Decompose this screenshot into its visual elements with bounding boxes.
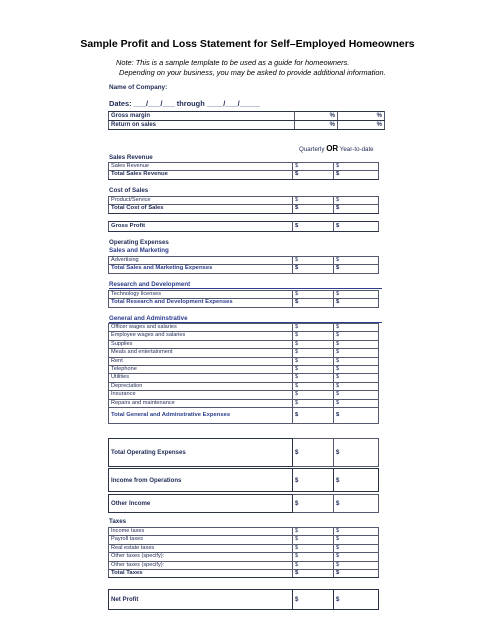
note-line-1: Note: This is a sample template to be used as a guide for homeowners.: [116, 58, 350, 67]
row-label: Officer wages and salaries: [109, 324, 293, 332]
quarterly-cell[interactable]: $: [293, 349, 334, 357]
row-label: Real estate taxes: [109, 544, 293, 552]
ytd-cell[interactable]: $: [334, 349, 379, 357]
ytd-cell[interactable]: $: [334, 265, 379, 273]
quarterly-cell[interactable]: $: [293, 439, 334, 467]
table-row: [109, 528, 379, 536]
or-label: OR: [326, 144, 339, 153]
ytd-cell[interactable]: $: [334, 324, 379, 332]
total-label: Total General and Adminstrative Expenses: [109, 408, 293, 424]
quarterly-cell[interactable]: $: [293, 469, 334, 492]
row-label: Other taxes (specify):: [109, 561, 293, 569]
table-row: [109, 324, 379, 332]
gross-profit-table: [108, 221, 379, 232]
table-row: [109, 366, 379, 374]
income-operations-table: [108, 468, 379, 492]
row-label: Other taxes (specify):: [109, 553, 293, 561]
quarterly-cell[interactable]: $: [293, 205, 334, 213]
gross-profit-row: [109, 222, 379, 232]
quarterly-cell[interactable]: $: [293, 391, 334, 399]
ytd-cell[interactable]: $: [334, 536, 379, 544]
total-operating-row: [109, 439, 379, 467]
table-row: [109, 291, 379, 299]
cost-of-sales-header: Cost of Sales: [109, 187, 149, 194]
total-operating-table: [108, 438, 379, 467]
ytd-cell[interactable]: $: [334, 561, 379, 569]
total-label: Total Sales and Marketing Expenses: [109, 265, 293, 273]
ytd-cell[interactable]: $: [334, 408, 379, 424]
gross-profit-label: Gross Profit: [109, 222, 293, 232]
ytd-cell[interactable]: $: [334, 291, 379, 299]
quarterly-cell[interactable]: $: [293, 495, 334, 513]
quarterly-cell[interactable]: $: [293, 265, 334, 273]
table-row: [109, 536, 379, 544]
quarterly-cell[interactable]: $: [293, 374, 334, 382]
quarterly-cell[interactable]: $: [293, 544, 334, 552]
general-admin-table: [108, 323, 379, 424]
net-profit-row: [109, 590, 379, 610]
table-row: [109, 391, 379, 399]
ytd-cell[interactable]: $: [334, 257, 379, 265]
quarterly-cell[interactable]: $: [293, 528, 334, 536]
quarterly-cell[interactable]: $: [293, 257, 334, 265]
income-operations-row: [109, 469, 379, 492]
table-row: [109, 399, 379, 407]
ytd-cell[interactable]: $: [334, 163, 379, 171]
ytd-cell[interactable]: $: [334, 553, 379, 561]
table-row: [109, 544, 379, 552]
margin-table: [108, 111, 385, 130]
ytd-cell[interactable]: $: [334, 382, 379, 390]
total-row: [109, 265, 379, 273]
total-row: [109, 171, 379, 179]
ytd-cell[interactable]: $: [334, 340, 379, 348]
quarterly-cell[interactable]: $: [293, 382, 334, 390]
total-row: [109, 299, 379, 307]
net-profit-label: Net Profit: [109, 590, 293, 610]
research-dev-table: [108, 290, 379, 308]
gross-margin-label: Gross margin: [109, 112, 295, 121]
ytd-cell[interactable]: $: [334, 197, 379, 205]
note-block: [116, 58, 386, 78]
document-title: Sample Profit and Loss Statement for Self–Employed Homeowners: [80, 38, 415, 50]
quarterly-cell[interactable]: $: [293, 171, 334, 179]
quarterly-cell[interactable]: $: [293, 222, 334, 232]
row-label: Advertising: [109, 257, 293, 265]
gross-margin-quarterly[interactable]: %: [295, 112, 338, 121]
total-row: [109, 205, 379, 213]
quarterly-cell[interactable]: $: [293, 357, 334, 365]
total-operating-label: Total Operating Expenses: [109, 439, 293, 467]
taxes-header: Taxes: [109, 518, 127, 525]
quarterly-cell[interactable]: $: [293, 553, 334, 561]
company-label: Name of Company:: [109, 84, 168, 91]
row-label: Product/Service: [109, 197, 293, 205]
total-label: Total Cost of Sales: [109, 205, 293, 213]
ytd-cell[interactable]: $: [334, 439, 379, 467]
ytd-label: Year-to-date: [339, 146, 374, 153]
row-label: Supplies: [109, 340, 293, 348]
quarterly-cell[interactable]: $: [293, 408, 334, 424]
gross-margin-ytd[interactable]: %: [338, 112, 385, 121]
column-header: [299, 144, 374, 153]
table-row: [109, 553, 379, 561]
row-label: Technology licenses: [109, 291, 293, 299]
row-label: Income taxes: [109, 528, 293, 536]
ytd-cell[interactable]: $: [334, 205, 379, 213]
sales-marketing-table: [108, 256, 379, 274]
note-line-2: Depending on your business, you may be asked to provide additional information.: [119, 68, 386, 77]
row-label: Insurance: [109, 391, 293, 399]
quarterly-cell[interactable]: $: [293, 340, 334, 348]
row-label: Utilities: [109, 374, 293, 382]
other-income-row: [109, 495, 379, 513]
table-row: [109, 163, 379, 171]
quarterly-cell[interactable]: $: [293, 366, 334, 374]
ytd-cell[interactable]: $: [334, 357, 379, 365]
ytd-cell[interactable]: $: [334, 391, 379, 399]
ytd-cell[interactable]: $: [334, 570, 379, 578]
row-label: Sales Revenue: [109, 163, 293, 171]
table-row: [109, 340, 379, 348]
total-label: Total Sales Revenue: [109, 171, 293, 179]
total-row: [109, 408, 379, 424]
general-admin-header: General and Adminstrative: [109, 315, 382, 323]
quarterly-cell[interactable]: $: [293, 291, 334, 299]
table-row: [109, 357, 379, 365]
quarterly-label: Quarterly: [299, 146, 325, 153]
cost-of-sales-table: [108, 196, 379, 214]
ytd-cell[interactable]: $: [334, 222, 379, 232]
quarterly-cell[interactable]: $: [293, 561, 334, 569]
research-dev-header: Research and Development: [109, 281, 382, 289]
other-income-table: [108, 494, 379, 513]
ytd-cell[interactable]: $: [334, 332, 379, 340]
total-row: [109, 570, 379, 578]
table-row: [109, 561, 379, 569]
total-label: Total Taxes: [109, 570, 293, 578]
ytd-cell[interactable]: $: [334, 495, 379, 513]
table-row: [109, 197, 379, 205]
row-label: Payroll taxes: [109, 536, 293, 544]
dates-line[interactable]: Dates: ___/___/___ through ____/___/_____: [109, 99, 261, 108]
quarterly-cell[interactable]: $: [293, 332, 334, 340]
ytd-cell[interactable]: $: [334, 590, 379, 610]
ytd-cell[interactable]: $: [334, 528, 379, 536]
ytd-cell[interactable]: $: [334, 399, 379, 407]
table-row: [109, 332, 379, 340]
quarterly-cell[interactable]: $: [293, 163, 334, 171]
row-label: Employee wages and salaries: [109, 332, 293, 340]
quarterly-cell[interactable]: $: [293, 399, 334, 407]
return-on-sales-label: Return on sales: [109, 121, 295, 130]
other-income-label: Other Income: [109, 495, 293, 513]
ytd-cell[interactable]: $: [334, 299, 379, 307]
table-row: [109, 374, 379, 382]
row-label: Rent: [109, 357, 293, 365]
total-label: Total Research and Development Expenses: [109, 299, 293, 307]
table-row: [109, 382, 379, 390]
sales-marketing-header: Sales and Marketing: [109, 247, 169, 254]
quarterly-cell[interactable]: $: [293, 536, 334, 544]
row-label: Repairs and maintenance: [109, 399, 293, 407]
sales-revenue-table: [108, 162, 379, 180]
table-row: [109, 349, 379, 357]
operating-expenses-header: Operating Expenses: [109, 239, 169, 246]
return-on-sales-ytd[interactable]: %: [338, 121, 385, 130]
return-on-sales-quarterly[interactable]: %: [295, 121, 338, 130]
ytd-cell[interactable]: $: [334, 366, 379, 374]
quarterly-cell[interactable]: $: [293, 570, 334, 578]
income-operations-label: Income from Operations: [109, 469, 293, 492]
ytd-cell[interactable]: $: [334, 171, 379, 179]
row-label: Meals and entertainment: [109, 349, 293, 357]
taxes-table: [108, 527, 379, 578]
table-row: [109, 257, 379, 265]
quarterly-cell[interactable]: $: [293, 590, 334, 610]
ytd-cell[interactable]: $: [334, 544, 379, 552]
row-label: Telephone: [109, 366, 293, 374]
quarterly-cell[interactable]: $: [293, 324, 334, 332]
row-label: Depreciation: [109, 382, 293, 390]
sales-revenue-header: Sales Revenue: [109, 154, 153, 161]
quarterly-cell[interactable]: $: [293, 197, 334, 205]
net-profit-table: [108, 589, 379, 610]
ytd-cell[interactable]: $: [334, 374, 379, 382]
quarterly-cell[interactable]: $: [293, 299, 334, 307]
ytd-cell[interactable]: $: [334, 469, 379, 492]
